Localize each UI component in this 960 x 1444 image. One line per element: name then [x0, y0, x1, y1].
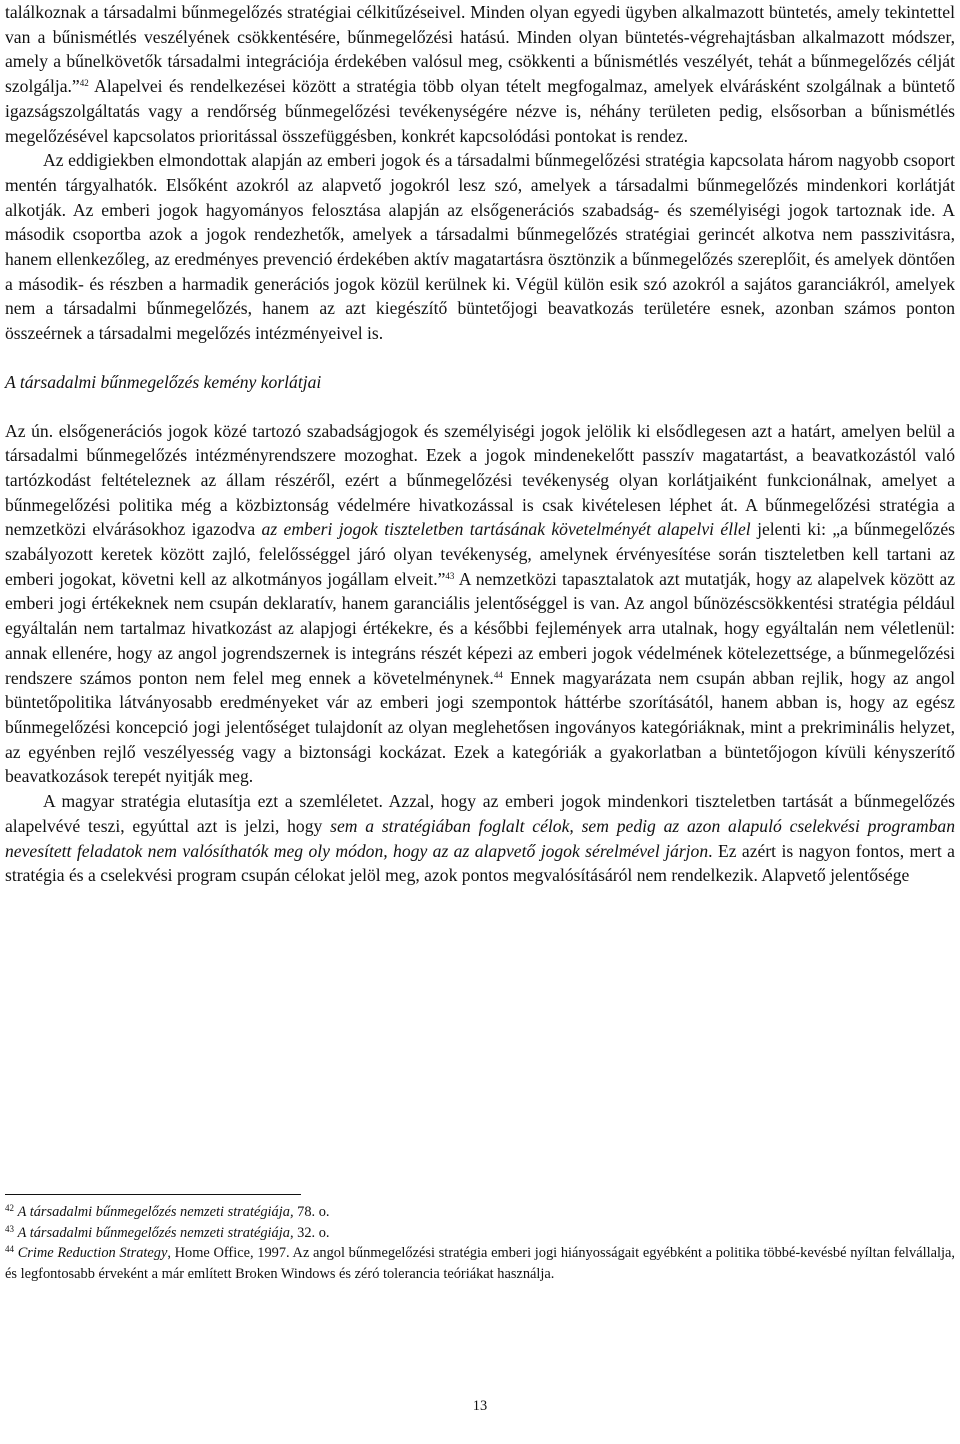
footnote-ref-42: 42 — [79, 78, 89, 89]
section-heading: A társadalmi bűnmegelőzés kemény korlátjai — [5, 371, 322, 392]
footnote-number: 44 — [5, 1244, 14, 1255]
footnote-43 — [5, 1223, 955, 1244]
text-run: , Home Office, 1997. Az angol bűnmegelőzési stratégia emberi jogi hiányosságait egyébként a politika többé-kevésbé nyíltan felvállalja, és legfontosabb érveként a már említett Broken Windows és zéró tolerancia teóriákat használja. — [5, 1245, 955, 1282]
italic-text: az emberi jogok tiszteletben tartásának követelményét alapelvi éllel — [261, 519, 751, 540]
page-number: 13 — [472, 1398, 488, 1414]
paragraph — [5, 148, 955, 346]
text-run: Az eddigiekben elmondottak alapján az emberi jogok és a társadalmi bűnmegelőzési stratégia kapcsolata három nagyobb csoport mentén tárgyalhatók. Elsőként azokról az alapvető jogokról lesz szó, amelyek a társadalmi bűnmegelőzés mindenkori korlátját alkotják. Az emberi jogok hagyományos felosztása alapján az elsőgenerációs szabadság- és személyiségi jogok tartoznak ide. A második csoportba azok a jogok rendezhetők, amelyek a társadalmi bűnmegelőzés stratégiai gerincét alkotva nem passzivitásra, hanem ellenkezőleg, az eredményes prevenció érdekében aktív magatartásra ösztönzik a bűnmegelőzés szereplőit, és amelyek döntően a második- és részben a harmadik generációs jogok közül kerülnek ki. Végül külön esik szó azokról a sajátos garanciákról, amelyek nem a társadalmi bűnmegelőzés, hanem az azt kiegészítő büntetőjogi beavatkozás területére esnek, azonban számos ponton összeérnek a társadalmi megelőzés intézményeivel is. — [5, 150, 955, 344]
italic-text: A társadalmi bűnmegelőzés nemzeti stratégiája, — [17, 1204, 294, 1220]
text-run: jelenti ki: „a bűnmegelőzés szabályozott keretek között zajló, felelősséggel járó olyan tevékenység, amelynek érvényesítése során tiszteletben kell tartani az emberi jogokat, követni kell az alkotmányos jogállam elveit.” — [5, 519, 955, 589]
paragraph — [5, 419, 955, 790]
footnote-number: 42 — [5, 1203, 14, 1213]
text-run: 78. o. — [293, 1204, 330, 1220]
paragraph — [5, 0, 955, 148]
text-run: Ennek magyarázata nem csupán abban rejlik, hogy az angol büntetőpolitika látványosabb eredményeket vár az emberi jogi szempontok háttérbe szorításától, hanem abban is, hogy az egész bűnmegelőzési koncepció jogi jelentőséget tulajdonít az olyan meglehetősen ingoványos kategóriáknak, mint a prekriminális helyzet, az egyénben rejlő veszélyesség vagy a biztonsági kockázat. Ezek a kategóriák a gyakorlatban a büntetőjogon kívüli kényszerítő beavatkozások terepét nyitják meg. — [5, 667, 955, 787]
footnotes — [5, 1202, 955, 1284]
text-run: találkoznak a társadalmi bűnmegelőzés stratégiai célkitűzéseivel. Minden olyan egyedi ügyben alkalmazott büntetés, amely tekintettel van a bűnismétlés veszélyének csökkentésére, bűnmegelőzési hatású. Minden olyan büntetés-végrehajtásban alkalmazott módszer, amely a bűnelkövetők társadalmi integrációja érdekében valósul meg, csökkenti a bűnismétlés veszélyét, tehát a bűnmegelőzés célját szolgálja.” — [5, 2, 955, 97]
text-run: Alapelvei és rendelkezései között a stratégia több olyan tételt megfogalmaz, amelyek elvárásként szolgálnak a büntető igazságszolgáltatás vagy a rendőrség bűnmegelőzési tevékenységére nézve is, néhány területen pedig, elsősorban a bűnismétlés megelőzésével kapcsolatos prioritással összefüggésben, konkrét kapcsolódási pontokat is rendez. — [5, 76, 955, 146]
italic-text: Crime Reduction Strategy — [17, 1245, 168, 1262]
footnote-42 — [5, 1202, 955, 1223]
footnote-number: 43 — [5, 1223, 14, 1234]
document-page — [5, 0, 955, 1444]
footnote-44 — [5, 1243, 955, 1284]
body-text — [5, 0, 955, 888]
text-run: Az ún. elsőgenerációs jogok közé tartozó szabadságjogok és személyiségi jogok jelölik ki elsődlegesen azt a határt, amelyen belül a társadalmi bűnmegelőzés intézményrendszere mozoghat. Ezek a jogok mindenekelőtt passzív magatartást, a beavatkozástól való tartózkodást feltételeznek az állam részéről, ezért a bűnmegelőzési tevékenység olyan korlátjaiként funkcionálnak, amelyet a bűnmegelőzési politika még a közbiztonság védelmére hivatkozással is csak kivételesen léphet át. A bűnmegelőzési stratégia a nemzetközi elvárásokhoz igazodva — [5, 420, 955, 540]
italic-text: A társadalmi bűnmegelőzés nemzeti stratégiája — [17, 1224, 290, 1241]
paragraph — [5, 789, 955, 888]
text-run: . Ez azért is nagyon fontos, mert a stratégia és a cselekvési program csupán célokat jelöl meg, azok pontos megvalósításáról nem rendelkezik. Alapvető jelentősége — [5, 840, 955, 886]
footnote-ref-43: 43 — [445, 570, 455, 581]
footnote-ref-44: 44 — [493, 669, 503, 680]
italic-text: sem a stratégiában foglalt célok, sem pedig az azon alapuló cselekvési programban nevesített feladatok nem valósíthatók meg oly módon, hogy az az alapvető jogok sérelmével járjon — [5, 815, 956, 861]
text-run: A nemzetközi tapasztalatok azt mutatják, hogy az alapelvek között az emberi jogi értékeknek nem csupán deklaratív, hanem garanciális jelentőséggel is van. Az angol bűnözéscsökkentési stratégia például egyáltalán nem tartalmaz hivatkozást az alapjogi értékekre, és a későbbi fejlemények arra utalnak, hogy egyáltalán nem véletlenül: annak ellenére, hogy az angol jogrendszernek is integráns részét képezi az emberi jogok védelmének kötelezettsége, a bűnmegelőzési rendszere számos ponton nem felel meg ennek a követelménynek. — [5, 568, 956, 688]
text-run: A magyar stratégia elutasítja ezt a szemléletet. Azzal, hogy az emberi jogok mindenkori tiszteletben tartását a bűnmegelőzés alapelvévé teszi, egyúttal azt is jelzi, hogy — [5, 791, 955, 836]
text-run: , 32. o. — [289, 1224, 330, 1241]
footnote-separator — [5, 1194, 301, 1195]
